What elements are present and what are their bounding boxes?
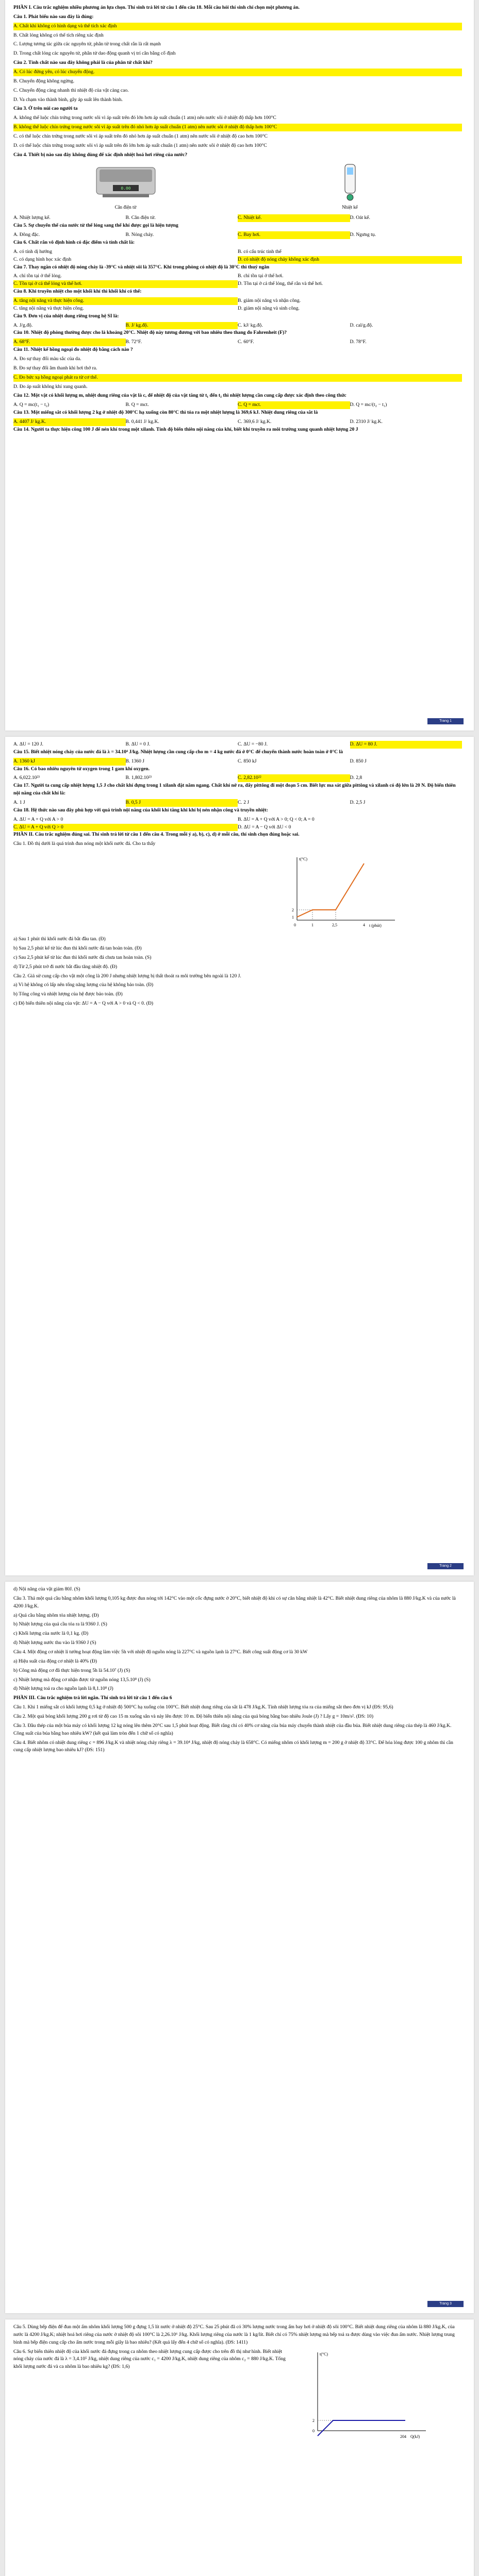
q3-option-d: D. có thể luộc chín trứng trong nước sôi vì áp suất trên đó lớn hơn áp suất chuẩn (1 atm) nên nước sôi ở nhiệt độ cao hơn 100°C bbox=[13, 142, 267, 148]
page-2-content bbox=[13, 741, 462, 1009]
q18-option-c: C. ΔU = A + Q với Q > 0 bbox=[13, 824, 238, 832]
part3-question-3: Câu 3. Đầu thép của một búa máy có khối lượng 12 kg nóng lên thêm 20°C sau 1,5 phút hoạt động. Biết rằng chỉ có 40% cơ năng của búa máy chuyển thành nhiệt của đầu búa. Biết nhiệt dung riêng của thép là 460 J/kg.K. Công suất của búa bằng bao nhiêu kW? (kết quả làm tròn đến 1 chữ số có nghĩa) bbox=[13, 1722, 452, 1736]
question-7: Câu 7. Thay ngăn có nhiệt độ nóng chảy là -39°C và nhiệt sôi là 357°C. Khi trong phòng có nhiệt độ là 30°C thì thuỷ ngân bbox=[13, 264, 270, 270]
q7-option-c: C. Tồn tại ở cả thể lỏng và thể hơi. bbox=[13, 280, 238, 288]
q10-option-c: C. 60°F. bbox=[238, 339, 254, 345]
p2q4-b: b) Công mà động cơ đã thực hiện trong 5h là 54.10⁷ (J) (S) bbox=[13, 1667, 130, 1673]
graph1-tick-x-4: 4 bbox=[363, 923, 365, 928]
p2q4-d: d) Nhiệt lượng toả ra cho nguồn lạnh là 8,1.10⁸ (J) bbox=[13, 1686, 113, 1692]
q4-option-c: C. Nhiệt kế. bbox=[238, 214, 350, 222]
q12-option-d: D. Q = mc/(t₂ − t₁) bbox=[350, 402, 387, 408]
q14-option-d: D. ΔU = 80 J. bbox=[350, 741, 463, 749]
part2-question-1: Câu 1. Đồ thị dưới là quá trình đun nóng một khối nước đá. Cho ta thấy bbox=[13, 841, 156, 847]
q2-option-d: D. Va chạm vào thành bình, gây áp suất lên thành bình. bbox=[13, 96, 123, 103]
question-18: Câu 18. Hệ thức nào sau đây phù hợp với quá trình nội năng của khối khí tăng khi khí bị nén nhận công và truyền nhiệt: bbox=[13, 807, 268, 813]
q15-option-b: B. 1360 J bbox=[125, 758, 145, 764]
q9-options bbox=[13, 322, 462, 330]
q7-option-b: B. chỉ tồn tại ở thể hơi. bbox=[238, 273, 284, 279]
page-2 bbox=[5, 737, 474, 1575]
q6-option-c: C. có dạng hình học xác định bbox=[13, 256, 72, 262]
q4-option-b: B. Cân điện tử. bbox=[125, 215, 156, 221]
question-10: Câu 10. Nhiệt độ phòng thường được cho là khoảng 20°C. Nhiệt độ này tương đương với bao nhiêu theo thang đo Fahrenheit (F)? bbox=[13, 330, 287, 336]
p2q2-b: b) Tổng công và nhiệt lượng của hệ được bảo toàn. (Đ) bbox=[13, 991, 123, 997]
q15-option-d: D. 850 J bbox=[350, 758, 367, 764]
q5-options bbox=[13, 231, 462, 239]
q1-option-d: D. Trong chất lỏng các nguyên tử, phân tử dao động quanh vị trí cân bằng cố định bbox=[13, 50, 176, 57]
q13-option-d: D. 2310 J/ kg.K. bbox=[350, 419, 383, 425]
q9-option-a: A. J/g.độ. bbox=[13, 322, 33, 328]
q4-option-d: D. Oát kế. bbox=[350, 215, 370, 221]
graph2-y-label: t(°C) bbox=[320, 2351, 328, 2357]
q8-option-a: A. tăng nội năng và thực hiện công. bbox=[13, 297, 238, 305]
q1-option-c: C. Lượng tương tác giữa các nguyên tử, phân tử trong chất rắn là rất mạnh bbox=[13, 41, 161, 47]
p2q1-d: d) Từ 2,5 phút trở đi nước bắt đầu tăng nhiệt độ. (Đ) bbox=[13, 963, 118, 970]
q15-option-a: A. 1360 kJ bbox=[13, 758, 126, 766]
q14-option-a: A. ΔU = 120 J. bbox=[13, 741, 43, 747]
question-3: Câu 3. Ở trên núi cao người ta bbox=[13, 106, 78, 112]
question-11: Câu 11. Nhiệt kế hồng ngoại đo nhiệt độ bằng cách nào ? bbox=[13, 347, 133, 353]
question-9: Câu 9. Đơn vị của nhiệt dung riêng trong hệ SI là: bbox=[13, 313, 119, 319]
q9-option-c: C. kJ/ kg.độ. bbox=[238, 322, 263, 328]
q12-option-b: B. Q = mct. bbox=[125, 402, 149, 408]
q10-option-d: D. 78°F. bbox=[350, 339, 367, 345]
q3-option-a: A. không thể luộc chín trứng trong nước sôi vì áp suất trên đó lớn hơn áp suất chuẩn (1 atm) nên nước sôi ở nhiệt độ thấp hơn 100°C bbox=[13, 115, 276, 121]
part2-question-3: Câu 3. Thả một quả cầu bằng nhôm khối lượng 0,105 kg được đun nóng tới 142°C vào một cốc đựng nước ở 20°C, biết nhiệt độ khi có sự cân bằng nhiệt là 42°C. Biết nhiệt dung riêng của nhôm là 880 J/kg.K và của nước là 4200 J/kg.K. bbox=[13, 1595, 456, 1609]
part3-question-4: Câu 4. Biết nhôm có nhiệt dung riêng c = 896 J/kg.K và nhiệt nóng chảy riêng λ = 39.10⁴ J/kg, nhiệt độ nóng chảy là 658°C. Có miếng nhôm có khối lượng m = 200 g ở nhiệt độ 33°C. Để hóa lỏng được 100 g nhôm thì cần cung cấp nhiệt lượng bao nhiêu kJ? (ĐS: 151) bbox=[13, 1739, 453, 1753]
q8-option-d: D. giảm nội năng và sinh công. bbox=[238, 305, 300, 311]
q3-option-c: C. có thể luộc chín trứng trong nước sôi vì áp suất trên đó nhỏ hơn áp suất chuẩn (1 atm) nên nước sôi ở nhiệt độ cao hơn 100°C bbox=[13, 133, 268, 140]
svg-text:0.00: 0.00 bbox=[120, 186, 131, 191]
q8-option-c: C. tăng nội năng và thực hiện công. bbox=[13, 305, 84, 311]
p2q2-a: a) Vì hệ không có lấp nên tổng năng lượng của hệ không bảo toàn. (Đ) bbox=[13, 982, 154, 988]
q5-option-d: D. Ngưng tụ. bbox=[350, 232, 376, 238]
q10-options bbox=[13, 338, 462, 346]
question-4: Câu 4. Thiết bị nào sau đây không dùng để xác định nhiệt hoá hơi riêng của nước? bbox=[13, 151, 188, 158]
q11-option-a: A. Đo sự thay đổi màu sắc của da. bbox=[13, 356, 81, 362]
graph1-series-line bbox=[297, 863, 364, 917]
thermometer-figure bbox=[299, 163, 402, 212]
q16-option-b: B. 1,802.10²³ bbox=[125, 775, 152, 781]
part3-question-6: Câu 6. Sự biến thiên nhiệt độ của khối nước đá đựng trong ca nhôm theo nhiệt lượng cung cấp được cho trên đồ thị như hình. Biết nhiệt nóng chảy của nước đá là λ = 3,4.10⁵ J/kg, nhiệt dung riêng của nước c₁ = 4200 J/kg.K, nhiệt dung riêng của nhôm c₂ = 880 J/kg.K. Tổng khối lượng nước đá và ca nhôm là bao nhiêu kg? (ĐS: 1,6) bbox=[13, 2348, 286, 2370]
part2-question-2: Câu 2. Giả sử cung cấp cho vật một công là 200 J nhưng nhiệt lượng bị thất thoát ra môi trường bên ngoài là 120 J. bbox=[13, 973, 241, 979]
q6-option-b: B. có cấu trúc tinh thể bbox=[238, 248, 282, 255]
graph2-tick-origin: 0 bbox=[312, 2428, 315, 2433]
graph1-y-label: t(°C) bbox=[299, 857, 308, 862]
page-footer-badge: Trang 2 bbox=[427, 1563, 464, 1569]
question-14: Câu 14. Người ta thực hiện công 100 J để nén khí trong một xilanh. Tính độ biến thiên nội năng của khí, biết khí truyền ra môi trường xung quanh nhiệt lượng 20 J bbox=[13, 426, 358, 432]
p2q2-c: c) Độ biến thiên nội năng của vật: ΔU = A − Q với A > 0 và Q < 0. (Đ) bbox=[13, 1001, 154, 1007]
p2q4-c: c) Nhiệt lượng mà động cơ nhận được từ nguồn nóng 13,5.10⁸ (J) (S) bbox=[13, 1676, 151, 1683]
electronic-scale-icon bbox=[92, 163, 159, 201]
q16-options bbox=[13, 774, 462, 782]
q2-option-a: A. Có lúc đứng yên, có lúc chuyển động. bbox=[13, 69, 462, 76]
q16-option-d: D. 2,8 bbox=[350, 775, 362, 781]
q14-option-c: C. ΔU = −80 J. bbox=[238, 741, 268, 747]
q1-option-b: B. Chất lỏng không có thể tích riêng xác định bbox=[13, 32, 104, 38]
q8-options bbox=[13, 297, 462, 313]
q15-options bbox=[13, 758, 462, 766]
q18-option-a: A. ΔU = A + Q với A > 0 bbox=[13, 816, 63, 822]
q4-images bbox=[13, 163, 462, 212]
q16-option-a: A. 6,022.10²³ bbox=[13, 775, 40, 781]
heating-graph-svg bbox=[282, 853, 400, 930]
part3-question-5: Câu 5. Dùng bếp điện để đun một ấm nhôm khối lượng 500 g đựng 1,5 lít nước ở nhiệt độ 25°C. Sau 25 phút đã có 30% lượng nước trong ấm bay hơi ở nhiệt độ sôi 100°C. Biết nhiệt dung riêng của nhôm là 880 J/kg.K, của nước là 4200 J/kg.K; nhiệt hoá hơi riêng của nước ở nhiệt độ sôi 100°C là 2,26.10⁶ J/kg. Khối lượng riêng của nước là 1 kg/lít. Biết chỉ có 75% nhiệt lượng mà bếp toả ra được dùng vào việc đun ấm nước. Nhiệt lượng trung bình mà bếp điện cung cấp cho ấm nước trong mỗi giây là bao nhiêu? (Kết quả lấy đến 4 chữ số có nghĩa). (ĐS: 1411) bbox=[13, 2324, 455, 2345]
graph1-x-label: t (phút) bbox=[369, 923, 382, 928]
p2q1-c: c) Sau 2,5 phút kể từ lúc đun thì khối nước đá chưa tan hoàn toàn. (S) bbox=[13, 954, 152, 960]
q15-option-c: C. 850 kJ bbox=[238, 758, 257, 764]
q11-option-c: C. Đo bức xạ hồng ngoại phát ra từ cơ thể. bbox=[13, 374, 462, 382]
q2-option-c: C. Chuyển động càng nhanh thì nhiệt độ của vật càng cao. bbox=[13, 87, 129, 93]
page-4-content bbox=[13, 2324, 462, 2441]
question-17: Câu 17. Người ta cung cấp nhiệt lượng 1,5 J cho chất khí đựng trong 1 xilanh đặt nằm ngang. Chất khí nở ra, đẩy pittông đi một đoạn 5 cm. Biết lực ma sát giữa pittông và xilanh có độ lớn là 20 N. Độ biến thiên nội năng của chất khí là: bbox=[13, 783, 456, 796]
page-3 bbox=[5, 1582, 474, 2313]
graph1-tick-origin: 0 bbox=[294, 923, 296, 928]
scale-caption: Cân điện tử bbox=[114, 205, 137, 210]
q2-option-b: B. Chuyển động không ngừng. bbox=[13, 78, 75, 84]
q13-option-b: B. 0,441 J/ kg.K. bbox=[125, 419, 159, 425]
q6-option-a: A. có tính dị hướng bbox=[13, 248, 53, 255]
page-1-content bbox=[13, 4, 462, 435]
page-3-content bbox=[13, 1586, 462, 1756]
p2q1-a: a) Sau 1 phút thì khối nước đá bắt đầu tan. (Đ) bbox=[13, 936, 106, 942]
page-1 bbox=[5, 0, 474, 731]
section-2-heading: PHẦN II. Câu trắc nghiệm đúng sai. Thí sinh trả lời từ câu 1 đến câu 4. Trong mỗi ý a), b), c), d) ở mỗi câu, thí sinh chọn đúng hoặc sai. bbox=[13, 832, 300, 838]
question-8: Câu 8. Khi truyền nhiệt cho một khối khí thì khối khí có thể: bbox=[13, 289, 142, 295]
scale-figure bbox=[74, 163, 177, 212]
thermometer-icon bbox=[340, 163, 360, 201]
question-1: Câu 1. Phát biểu nào sau đây là đúng: bbox=[13, 13, 94, 20]
q4-options bbox=[13, 214, 462, 222]
question-5: Câu 5. Sự chuyển thể của nước từ thể lỏng sang thể khí được gọi là hiện tượng bbox=[13, 223, 178, 229]
q10-option-a: A. 68°F. bbox=[13, 338, 126, 346]
q12-option-c: C. Q = mct. bbox=[238, 401, 350, 409]
section-3-heading: PHẦN III. Câu trắc nghiệm trả lời ngắn. Thí sinh trả lời từ câu 1 đến câu 6 bbox=[13, 1695, 172, 1701]
q9-option-d: D. cal/g.độ. bbox=[350, 322, 373, 328]
ice-graph-svg bbox=[302, 2348, 431, 2441]
p2q2-d: d) Nội năng của vật giảm 80J. (S) bbox=[13, 1586, 80, 1592]
q16-option-c: C. 2,82.10²² bbox=[238, 774, 350, 782]
part2-question-4: Câu 4. Một động cơ nhiệt lí tưởng hoạt động làm việc 5h với nhiệt độ nguồn nóng là 227°C và nguồn lạnh là 27°C. Biết công suất động cơ là 30 kW bbox=[13, 1649, 308, 1655]
q7-options bbox=[13, 273, 462, 288]
q18-options bbox=[13, 816, 462, 832]
q6-options bbox=[13, 248, 462, 264]
q18-option-b: B. ΔU = A + Q với A > 0; Q < 0; A = 0 bbox=[238, 816, 315, 822]
p2q3-b: b) Nhiệt lượng của quả cầu tỏa ra là 9360 J. (S) bbox=[13, 1621, 107, 1628]
q14-option-b: B. ΔU = 0 J. bbox=[125, 741, 151, 747]
question-12: Câu 12. Một vật có khối lượng m, nhiệt dung riêng của vật là c, để nhiệt độ của vật tăng từ t₁ đến t₂ thì nhiệt lượng cần cung cấp được xác định theo công thức bbox=[13, 393, 346, 399]
q13-option-c: C. 369,6 J/ kg.K. bbox=[238, 419, 272, 425]
q5-option-b: B. Nóng chảy. bbox=[125, 232, 154, 238]
p2q3-c: c) Khối lượng của nước là 0,1 kg. (Đ) bbox=[13, 1631, 89, 1637]
q4-option-a: A. Nhiệt lượng kế. bbox=[13, 215, 51, 221]
question-6: Câu 6. Chất rắn vô định hình có đặc điểm và tính chất là: bbox=[13, 239, 135, 245]
part3-question-1: Câu 1. Khi 1 miếng sắt có khối lượng 0,5 kg ở nhiệt độ 500°C hạ xuống còn 100°C. Biết nhiệt dung riêng của sắt là 478 J/kg.K. Tính nhiệt lượng tỏa ra của miếng sắt theo đơn vị kJ (ĐS: 95,6) bbox=[13, 1704, 393, 1710]
q13-option-a: A. 4407 J/ kg.K. bbox=[13, 418, 126, 426]
q17-option-a: A. 1 J bbox=[13, 800, 25, 806]
q12-option-a: A. Q = mc(t₁ − t₂) bbox=[13, 402, 49, 408]
page-footer-badge: Trang 3 bbox=[427, 2301, 464, 2307]
graph2-x-label: Q(kJ) bbox=[410, 2434, 420, 2439]
section-1-heading: PHẦN I. Câu trắc nghiệm nhiều phương án lựa chọn. Thí sinh trả lời từ câu 1 đến câu 18. Mỗi câu hỏi thí sinh chỉ chọn một phương án. bbox=[13, 5, 300, 10]
q5-option-a: A. Đông đặc. bbox=[13, 232, 40, 238]
page-footer-badge: Trang 1 bbox=[427, 718, 464, 724]
graph1-tick-y-2: 2 bbox=[292, 908, 294, 913]
q17-option-d: D. 2,5 J bbox=[350, 800, 366, 806]
q13-options bbox=[13, 418, 462, 426]
p2q4-a: a) Hiệu suất của động cơ nhiệt là 40% (Đ) bbox=[13, 1658, 97, 1664]
p2q3-a: a) Quả cầu bằng nhôm tỏa nhiệt lượng. (Đ) bbox=[13, 1612, 99, 1618]
graph1-tick-x-2-5: 2,5 bbox=[332, 923, 337, 928]
graph1-tick-x-1: 1 bbox=[311, 923, 313, 928]
question-15: Câu 15. Biết nhiệt nóng chảy của nước đá là λ = 34.10⁴ J/kg. Nhiệt lượng cần cung cấp cho m = 4 kg nước đá ở 0°C để chuyển thành nước hoàn toàn ở 0°C là bbox=[13, 749, 343, 755]
q6-row bbox=[13, 2348, 462, 2441]
q7-option-d: D. Tồn tại ở cả thể lỏng, thể rắn và thể hơi. bbox=[238, 281, 323, 287]
q1-option-a: A. Chất khí không có hình dạng và thể tích xác định bbox=[13, 23, 462, 30]
graph2-tick-x-204: 204 bbox=[400, 2434, 406, 2439]
q3-option-b: B. không thể luộc chín trứng trong nước sôi vì áp suất trên đó nhỏ hơn áp suất chuẩn (1 atm) nên nước sôi ở nhiệt độ thấp hơn 100°C bbox=[13, 124, 462, 131]
graph2-series-line bbox=[318, 2420, 405, 2436]
q10-option-b: B. 72°F. bbox=[125, 339, 142, 345]
ice-graph bbox=[302, 2348, 431, 2441]
thermometer-caption: Nhiệt kế bbox=[342, 205, 358, 210]
q14-options bbox=[13, 741, 462, 749]
q12-options bbox=[13, 401, 462, 409]
p2q1-b: b) Sau 2,5 phút kể từ lúc đun thì khối nước đá tan hoàn toàn. (Đ) bbox=[13, 945, 142, 952]
q17-option-c: C. 2 J bbox=[238, 800, 250, 806]
question-2: Câu 2. Tính chất nào sau đây không phải là của phân tử chất khí? bbox=[13, 60, 153, 66]
q17-options bbox=[13, 799, 462, 807]
graph1-tick-y-1: 1 bbox=[292, 915, 294, 920]
q17-option-b: B. 0,5 J bbox=[126, 799, 238, 807]
part3-question-2: Câu 2. Một quả bóng khối lượng 200 g rơi từ độ cao 15 m xuống sân và nảy lên được 10 m. Độ biến thiên nội năng của quả bóng bằng bao nhiêu Joule (J) ? Lấy g = 10m/s². (ĐS: 10) bbox=[13, 1714, 374, 1720]
q7-option-a: A. chỉ tồn tại ở thể lỏng. bbox=[13, 273, 62, 279]
q5-option-c: C. Bay hơi. bbox=[238, 231, 350, 239]
page-4 bbox=[5, 2319, 474, 2576]
graph2-tick-y-2: 2 bbox=[312, 2418, 315, 2423]
question-13: Câu 13. Một miếng sắt có khối lượng 2 kg ở nhiệt độ 300°C hạ xuống còn 80°C thì tỏa ra một nhiệt lượng là 369,6 kJ. Nhiệt dung riêng của sắt là bbox=[13, 410, 318, 416]
heating-graph bbox=[282, 853, 400, 930]
q6-option-d: D. có nhiệt độ nóng chảy không xác định bbox=[238, 256, 462, 264]
q11-option-d: D. Đo áp suất không khí xung quanh. bbox=[13, 383, 88, 389]
q11-option-b: B. Đo sự thay đổi âm thanh khi hơi thở ra. bbox=[13, 365, 97, 371]
q8-option-b: B. giảm nội năng và nhận công. bbox=[238, 298, 301, 303]
q9-option-b: B. J/ kg.độ. bbox=[126, 322, 238, 330]
q18-option-d: D. ΔU = A − Q với ΔU < 0 bbox=[238, 824, 291, 830]
p2q3-d: d) Nhiệt lượng nước thu vào là 9360 J (S) bbox=[13, 1640, 96, 1646]
question-16: Câu 16. Có bao nhiêu nguyên tử oxygen trong 1 gam khí oxygen. bbox=[13, 766, 150, 772]
